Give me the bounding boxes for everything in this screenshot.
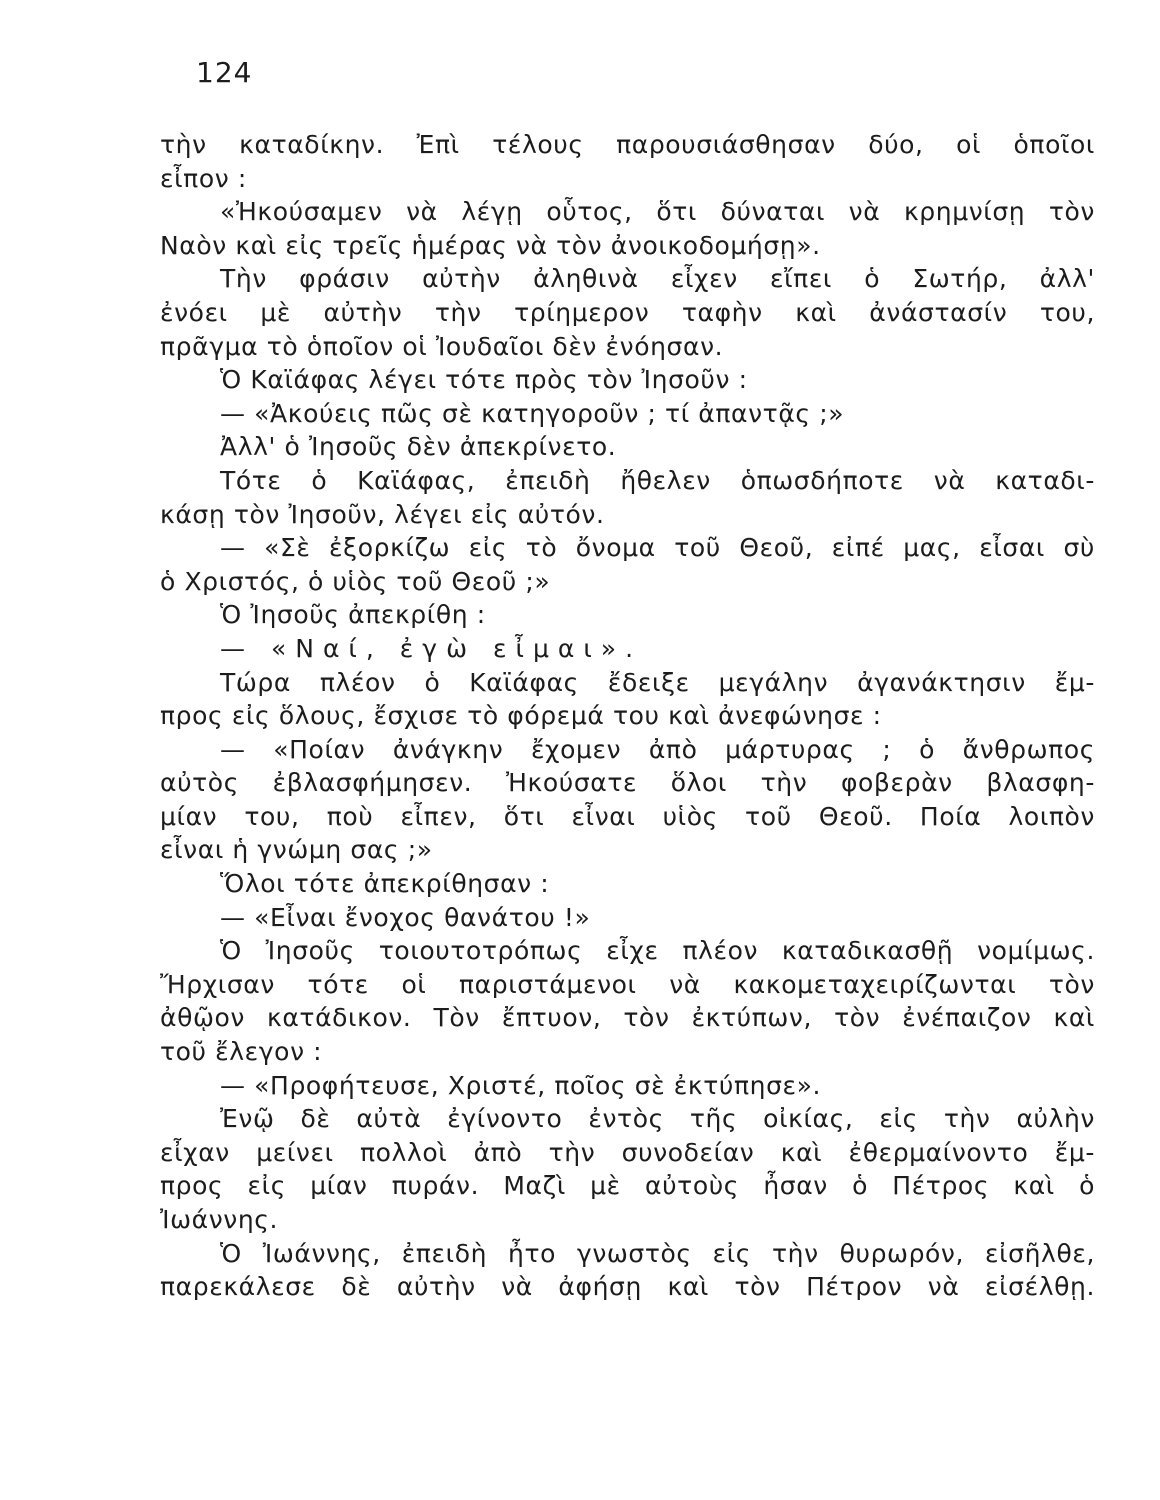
text-line: — «Ἀκούεις πῶς σὲ κατηγοροῦν ; τί ἀπαντᾷς ;»: [220, 398, 845, 428]
text-line: μίαν του, ποὺ εἶπεν, ὅτι εἶναι υἱὸς τοῦ Θεοῦ. Ποία λοιπὸν: [160, 801, 1095, 831]
text-line: — «Σὲ ἐξορκίζω εἰς τὸ ὄνομα τοῦ Θεοῦ, εἰπέ μας, εἶσαι σὺ: [220, 533, 1095, 563]
text-line: Ὅλοι τότε ἀπεκρίθησαν :: [220, 869, 550, 899]
text-line: προς εἰς μίαν πυράν. Μαζὶ μὲ αὐτοὺς ἦσαν ὁ Πέτρος καὶ ὁ: [160, 1171, 1095, 1201]
text-line: αὐτὸς ἐβλασφήμησεν. Ἠκούσατε ὅλοι τὴν φοβερὰν βλασφη-: [160, 768, 1095, 798]
text-line: Τὴν φράσιν αὐτὴν ἀληθινὰ εἶχεν εἴπει ὁ Σωτήρ, ἀλλ': [220, 264, 1095, 294]
text-line: Ἐνῷ δὲ αὐτὰ ἐγίνοντο ἐντὸς τῆς οἰκίας, εἰς τὴν αὐλὴν: [220, 1104, 1095, 1134]
text-line: — «Ναί, ἐγὼ εἶμαι».: [220, 633, 643, 663]
text-line: τὴν καταδίκην. Ἐπὶ τέλους παρουσιάσθησαν δύο, οἱ ὁποῖοι: [160, 130, 1095, 159]
text-line: Ἀλλ' ὁ Ἰησοῦς δὲν ἀπεκρίνετο.: [220, 432, 617, 462]
text-line: — «Προφήτευσε, Χριστέ, ποῖος σὲ ἐκτύπησε».: [220, 1070, 822, 1100]
text-line: εἶπον :: [160, 163, 247, 193]
text-line: Ἤρχισαν τότε οἱ παριστάμενοι νὰ κακομεταχειρίζωνται τὸν: [160, 969, 1095, 999]
text-line: κάσῃ τὸν Ἰησοῦν, λέγει εἰς αὐτόν.: [160, 499, 605, 529]
text-line: ἀθῷον κατάδικον. Τὸν ἔπτυον, τὸν ἐκτύπων, τὸν ἐνέπαιζον καὶ: [160, 1003, 1095, 1033]
text-line: πρᾶγμα τὸ ὁποῖον οἱ Ἰουδαῖοι δὲν ἐνόησαν.: [160, 331, 724, 361]
text-line: Ναὸν καὶ εἰς τρεῖς ἡμέρας νὰ τὸν ἀνοικοδομήσῃ».: [160, 230, 821, 260]
text-line: Ἰωάννης.: [160, 1205, 279, 1234]
text-line: παρεκάλεσε δὲ αὐτὴν νὰ ἀφήσῃ καὶ τὸν Πέτρον νὰ εἰσέλθῃ.: [160, 1272, 1095, 1302]
text-line: — «Εἶναι ἔνοχος θανάτου !»: [220, 902, 591, 932]
text-line: ἐνόει μὲ αὐτὴν τὴν τρίημερον ταφὴν καὶ ἀνάστασίν του,: [160, 297, 1095, 327]
text-line: ὁ Χριστός, ὁ υἱὸς τοῦ Θεοῦ ;»: [160, 566, 551, 596]
page-number: 124: [196, 56, 253, 89]
text-line: Ὁ Ἰησοῦς τοιουτοτρόπως εἶχε πλέον καταδικασθῇ νομίμως.: [220, 936, 1095, 966]
text-line: — «Ποίαν ἀνάγκην ἔχομεν ἀπὸ μάρτυρας ; ὁ ἄνθρωπος: [220, 734, 1095, 764]
text-line: εἶχαν μείνει πολλοὶ ἀπὸ τὴν συνοδείαν καὶ ἐθερμαίνοντο ἔμ-: [160, 1137, 1095, 1167]
text-line: Τότε ὁ Καϊάφας, ἐπειδὴ ἤθελεν ὁπωσδήποτε νὰ καταδι-: [220, 465, 1095, 495]
text-line: «Ἠκούσαμεν νὰ λέγῃ οὗτος, ὅτι δύναται νὰ κρημνίσῃ τὸν: [220, 197, 1095, 227]
text-line: προς εἰς ὅλους, ἔσχισε τὸ φόρεμά του καὶ ἀνεφώνησε :: [160, 701, 882, 731]
text-line: εἶναι ἡ γνώμη σας ;»: [160, 835, 433, 865]
text-line: Τώρα πλέον ὁ Καϊάφας ἔδειξε μεγάλην ἀγανάκτησιν ἔμ-: [220, 667, 1095, 697]
text-line: Ὁ Ἰωάννης, ἐπειδὴ ἦτο γνωστὸς εἰς τὴν θυρωρόν, εἰσῆλθε,: [220, 1238, 1095, 1268]
body-text: [160, 128, 1095, 1304]
text-line: Ὁ Ἰησοῦς ἀπεκρίθη :: [220, 600, 486, 630]
text-line: Ὁ Καϊάφας λέγει τότε πρὸς τὸν Ἰησοῦν :: [220, 365, 748, 395]
text-line: τοῦ ἔλεγον :: [160, 1037, 323, 1067]
